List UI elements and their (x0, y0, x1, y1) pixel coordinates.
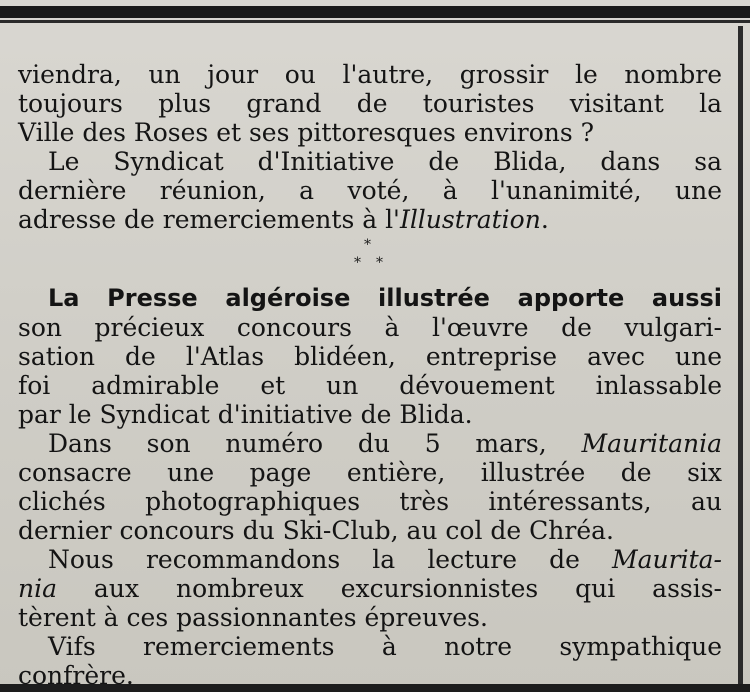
column-divider-rule (738, 26, 743, 692)
text-line: tèrent à ces passionnantes épreuves. (18, 603, 488, 632)
text-line: confrère. (18, 661, 134, 690)
text-line (18, 205, 722, 234)
text-segment: Dans son numéro du 5 mars, (48, 429, 582, 458)
text-line (18, 545, 722, 574)
article-column (18, 60, 722, 690)
text-line (18, 574, 722, 603)
paragraph-syndicat (18, 147, 722, 234)
paragraph-tourists (18, 60, 722, 147)
asterisk: * (354, 255, 361, 271)
paragraph-remerciements (18, 632, 722, 690)
text-line: Ville des Roses et ses pittoresques environs ? (18, 118, 595, 147)
text-segment: adresse de remerciements à l' (18, 205, 400, 234)
text-line: clichés photographiques très intéressants, au (18, 487, 722, 516)
publication-title: Illustration (399, 205, 541, 234)
text-line: toujours plus grand de touristes visitant la (18, 89, 722, 118)
text-segment: aux nombreux excursionnistes qui assis- (57, 574, 722, 603)
text-line: Le Syndicat d'Initiative de Blida, dans sa (48, 147, 722, 176)
text-line: La Presse algéroise illustrée apporte aussi (48, 284, 722, 312)
text-line: consacre une page entière, illustrée de six (18, 458, 722, 487)
publication-title: nia (18, 574, 58, 603)
paragraph-presse (18, 284, 722, 429)
publication-title: Mauritania (581, 429, 722, 458)
text-line: par le Syndicat d'initiative de Blida. (18, 400, 473, 429)
text-line: Vifs remerciements à notre sympathique (48, 632, 722, 661)
top-column-rule (0, 6, 750, 18)
publication-title: Maurita- (612, 545, 722, 574)
asterism-separator (18, 234, 722, 284)
paragraph-mauritania (18, 429, 722, 545)
top-thin-rule (0, 20, 750, 23)
text-line: foi admirable et un dévouement inlassable (18, 371, 722, 400)
text-line: viendra, un jour ou l'autre, grossir le nombre (18, 60, 722, 89)
text-line (18, 429, 722, 458)
text-segment: Nous recommandons la lecture de (48, 545, 613, 574)
text-line: sation de l'Atlas blidéen, entreprise avec une (18, 342, 722, 371)
asterisk: * (376, 255, 383, 271)
asterisk: * (364, 237, 371, 253)
text-line: dernière réunion, a voté, à l'unanimité, une (18, 176, 722, 205)
text-line: son précieux concours à l'œuvre de vulgari- (18, 313, 722, 342)
text-line: dernier concours du Ski-Club, au col de Chréa. (18, 516, 614, 545)
paragraph-recommandation (18, 545, 722, 632)
text-segment: . (540, 205, 549, 234)
